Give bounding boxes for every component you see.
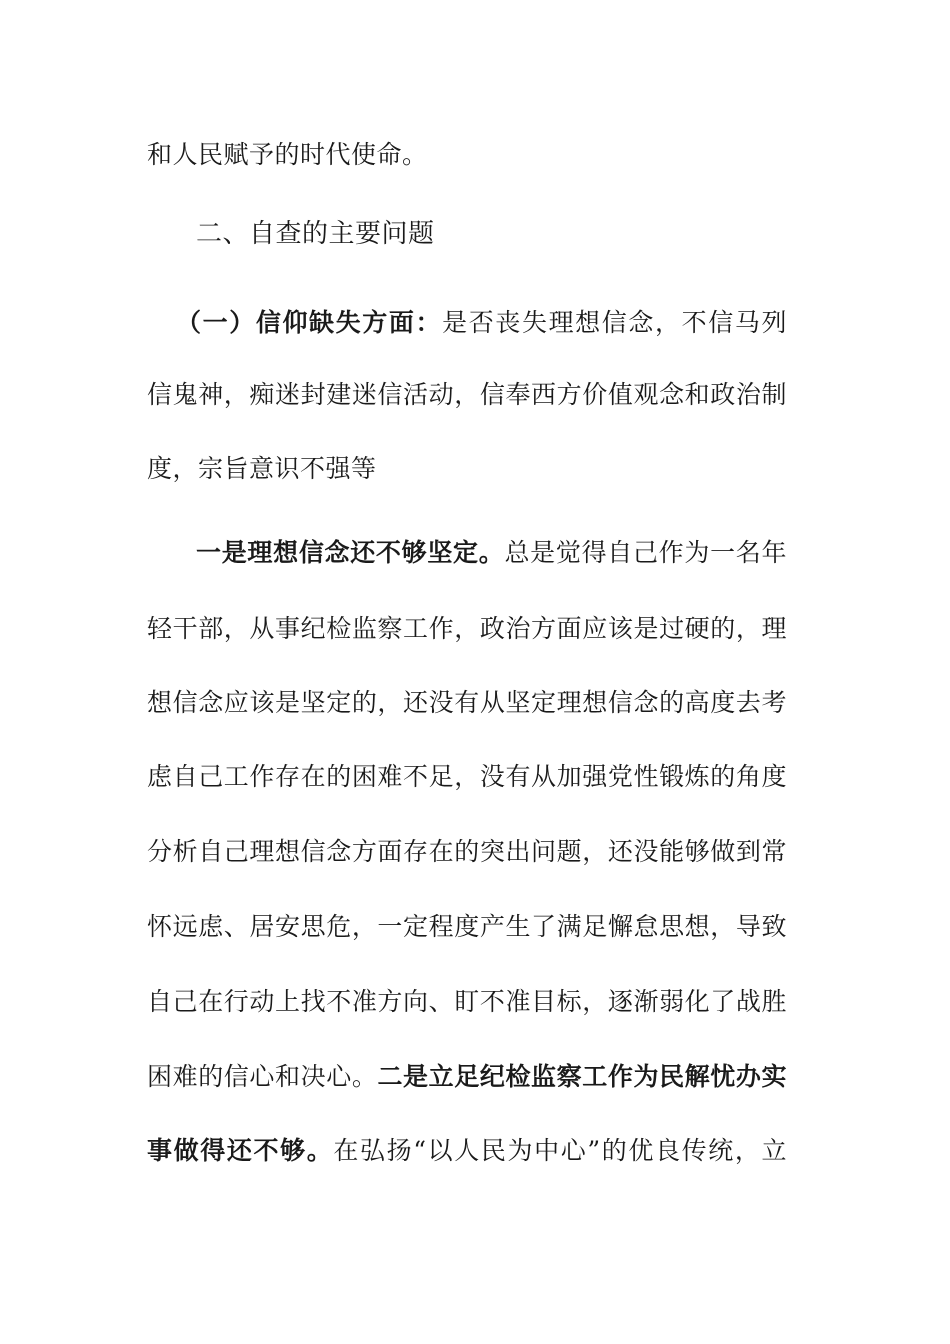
paragraph-line	[147, 612, 787, 646]
text-run: 分析自己理想信念方面存在的突出问题，还没能够做到常	[147, 837, 787, 866]
bold-lead: 事做得还不够。	[147, 1136, 334, 1165]
paragraph-line	[147, 985, 787, 1019]
paragraph-line	[147, 760, 787, 794]
paragraph-line	[147, 452, 787, 486]
bold-lead: 一是理想信念还不够坚定。	[196, 538, 505, 567]
text-run: 和人民赋予的时代使命。	[147, 140, 428, 169]
section-heading-text: 二、自查的主要问题	[196, 219, 435, 249]
text-run: 困难的信心和决心。	[147, 1062, 378, 1091]
paragraph-line	[147, 835, 787, 869]
text-run: 度，宗旨意识不强等	[147, 454, 377, 483]
subsection-line	[176, 306, 787, 340]
text-run: 怀远虑、居安思危，一定程度产生了满足懈怠思想，导致	[147, 912, 787, 941]
text-run: 自己在行动上找不准方向、盯不准目标，逐渐弱化了战胜	[147, 987, 787, 1016]
paragraph-line	[147, 1060, 787, 1094]
section-heading	[196, 217, 836, 251]
bold-lead: 二是立足纪检监察工作为民解忧办实	[377, 1062, 787, 1091]
text-run: 总是觉得自己作为一名年	[504, 538, 787, 567]
paragraph-line	[147, 910, 787, 944]
text-run: 信鬼神，痴迷封建迷信活动，信奉西方价值观念和政治制	[147, 380, 787, 409]
paragraph-line	[147, 138, 787, 172]
paragraph-line	[147, 1134, 787, 1168]
paragraph-line	[196, 536, 787, 570]
paragraph-line	[147, 378, 787, 412]
paragraph-line	[147, 686, 787, 720]
text-run: 在弘扬“以人民为中心”的优良传统，立	[333, 1136, 787, 1165]
text-run: 想信念应该是坚定的，还没有从坚定理想信念的高度去考	[147, 688, 787, 717]
subsection-label: （一）信仰缺失方面：	[176, 308, 443, 337]
text-run: 是否丧失理想信念，不信马列	[442, 308, 787, 337]
text-run: 虑自己工作存在的困难不足，没有从加强党性锻炼的角度	[147, 762, 787, 791]
text-run: 轻干部，从事纪检监察工作，政治方面应该是过硬的，理	[147, 614, 787, 643]
